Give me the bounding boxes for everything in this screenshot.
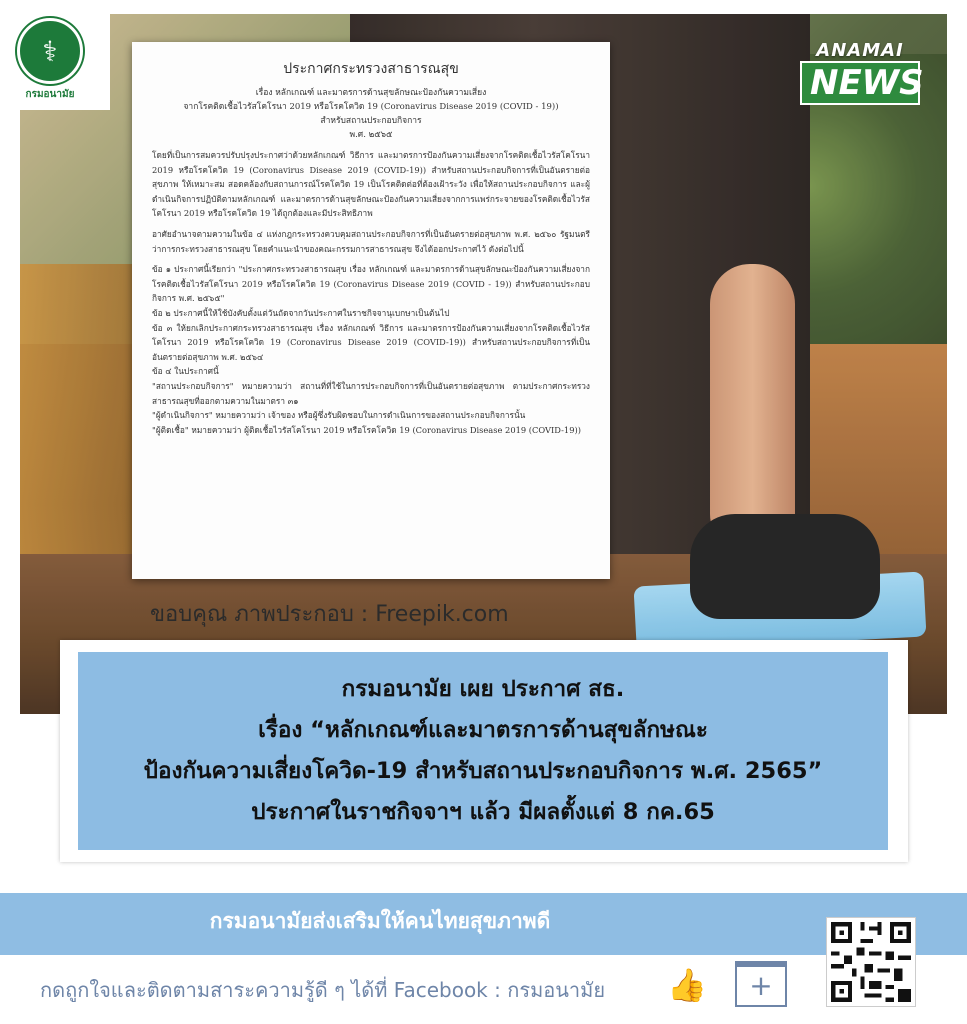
headline-line: ป้องกันความเสี่ยงโควิด-19 สำหรับสถานประกอบกิจการ พ.ศ. 2565”	[143, 758, 823, 784]
document-paragraph: ข้อ ๑ ประกาศนี้เรียกว่า "ประกาศกระทรวงสาธารณสุข เรื่อง หลักเกณฑ์ และมาตรการด้านสุขลักษณะป้องกันความเสี่ยงจากโรคติดเชื้อไวรัสโคโรนา 2019 หรือโรคโควิด 19 (Coronavirus Disease 2019 (COVID - 19)) สำหรับสถานประกอบกิจการ พ.ศ. ๒๕๖๕"	[152, 264, 590, 304]
ministry-logo	[14, 18, 86, 98]
headline-box	[78, 652, 888, 850]
facebook-follow-text[interactable]: กดถูกใจและติดตามสาระความรู้ดี ๆ ได้ที่ Facebook : กรมอนามัย	[40, 978, 606, 1002]
ministry-of-public-health-seal-icon: ⚕	[17, 18, 83, 84]
image-credit: ขอบคุณ ภาพประกอบ : Freepik.com	[150, 602, 509, 627]
thumbs-up-icon[interactable]: 👍	[667, 966, 707, 1004]
document-paragraph: ข้อ ๓ ให้ยกเลิกประกาศกระทรวงสาธารณสุข เรื่อง หลักเกณฑ์ วิธีการ และมาตรการป้องกันความเสี่ยงจากโรคติดเชื้อไวรัสโคโรนา 2019 หรือโรคโควิด 19 (Coronavirus Disease 2019 (COVID-19)) สำหรับสถานประกอบกิจการที่เป็นอันตรายต่อสุขภาพ พ.ศ. ๒๕๖๔	[152, 322, 590, 362]
document-paragraph: ข้อ ๒ ประกาศนี้ให้ใช้บังคับตั้งแต่วันถัดจากวันประกาศในราชกิจจานุเบกษาเป็นต้นไป	[152, 307, 450, 318]
document-subtitle-line: เรื่อง หลักเกณฑ์ และมาตรการด้านสุขลักษณะป้องกันความเสี่ยง	[255, 88, 487, 98]
document-subtitle-line: สำหรับสถานประกอบกิจการ	[320, 116, 422, 126]
add-page-icon[interactable]: +	[735, 961, 787, 1007]
qr-code-icon[interactable]	[826, 917, 916, 1007]
document-paragraph: "ผู้ดำเนินกิจการ" หมายความว่า เจ้าของ หรือผู้ซึ่งรับผิดชอบในการดำเนินการของสถานประกอบกิจการนั้น	[152, 410, 526, 421]
news-brand-main: NEWS	[800, 61, 920, 105]
document-subtitle	[152, 86, 590, 142]
document-subtitle-line: พ.ศ. ๒๕๖๕	[349, 130, 393, 140]
document-paragraph: ข้อ ๔ ในประกาศนี้	[152, 366, 219, 377]
document-paragraph: อาศัยอำนาจตามความในข้อ ๔ แห่งกฎกระทรวงควบคุมสถานประกอบกิจการที่เป็นอันตรายต่อสุขภาพ พ.ศ. ๒๕๖๐ รัฐมนตรีว่าการกระทรวงสาธารณสุข โดยคำแนะนำของคณะกรรมการสาธารณสุข จึงได้ออกประกาศไว้ ดังต่อไปนี้	[152, 228, 590, 254]
headline-line: เรื่อง “หลักเกณฑ์และมาตรการด้านสุขลักษณะ	[258, 717, 708, 743]
document-subtitle-line: จากโรคติดเชื้อไวรัสโคโรนา 2019 หรือโรคโควิด 19 (Coronavirus Disease 2019 (COVID - 19))	[183, 102, 559, 112]
headline-line: กรมอนามัย เผย ประกาศ สธ.	[341, 676, 625, 702]
headline-line: ประกาศในราชกิจจาฯ แล้ว มีผลตั้งแต่ 8 กค.65	[251, 799, 715, 825]
document-title: ประกาศกระทรวงสาธารณสุข	[283, 61, 459, 77]
document-paragraph: "ผู้ติดเชื้อ" หมายความว่า ผู้ติดเชื้อไวรัสโคโรนา 2019 หรือโรคโควิด 19 (Coronavirus Disease 2019 (COVID-19))	[152, 424, 581, 435]
anamai-news-logo	[800, 40, 924, 120]
footer-slogan: กรมอนามัยส่งเสริมให้คนไทยสุขภาพดี	[209, 909, 551, 933]
logo-label: กรมอนามัย	[25, 89, 75, 100]
news-brand-top: ANAMAI	[816, 40, 904, 61]
announcement-document	[132, 42, 610, 579]
document-paragraph: โดยที่เป็นการสมควรปรับปรุงประกาศว่าด้วยหลักเกณฑ์ วิธีการ และมาตรการป้องกันความเสี่ยงจากโรคติดเชื้อไวรัสโคโรนา 2019 หรือโรคโควิด 19 (Coronavirus Disease 2019 (COVID-19)) สำหรับสถานประกอบกิจการที่เป็นอันตรายต่อสุขภาพ ให้เหมาะสม สอดคล้องกับสถานการณ์โรคโควิด 19 เป็นโรคติดต่อที่ต้องเฝ้าระวัง เพื่อให้สถานประกอบกิจการ และผู้ดำเนินกิจการปฏิบัติตามหลักเกณฑ์ และมาตรการด้านสุขลักษณะป้องกันความเสี่ยงจากการแพร่กระจายของโรคติดเชื้อไวรัสโคโรนา 2019 หรือโรคโควิด 19 ได้ถูกต้องและมีประสิทธิภาพ	[152, 150, 590, 219]
document-paragraph: "สถานประกอบกิจการ" หมายความว่า สถานที่ที่ใช้ในการประกอบกิจการที่เป็นอันตรายต่อสุขภาพ ตามประกาศกระทรวงสาธารณสุขที่ออกตามความในมาตรา ๓๑	[152, 380, 590, 406]
